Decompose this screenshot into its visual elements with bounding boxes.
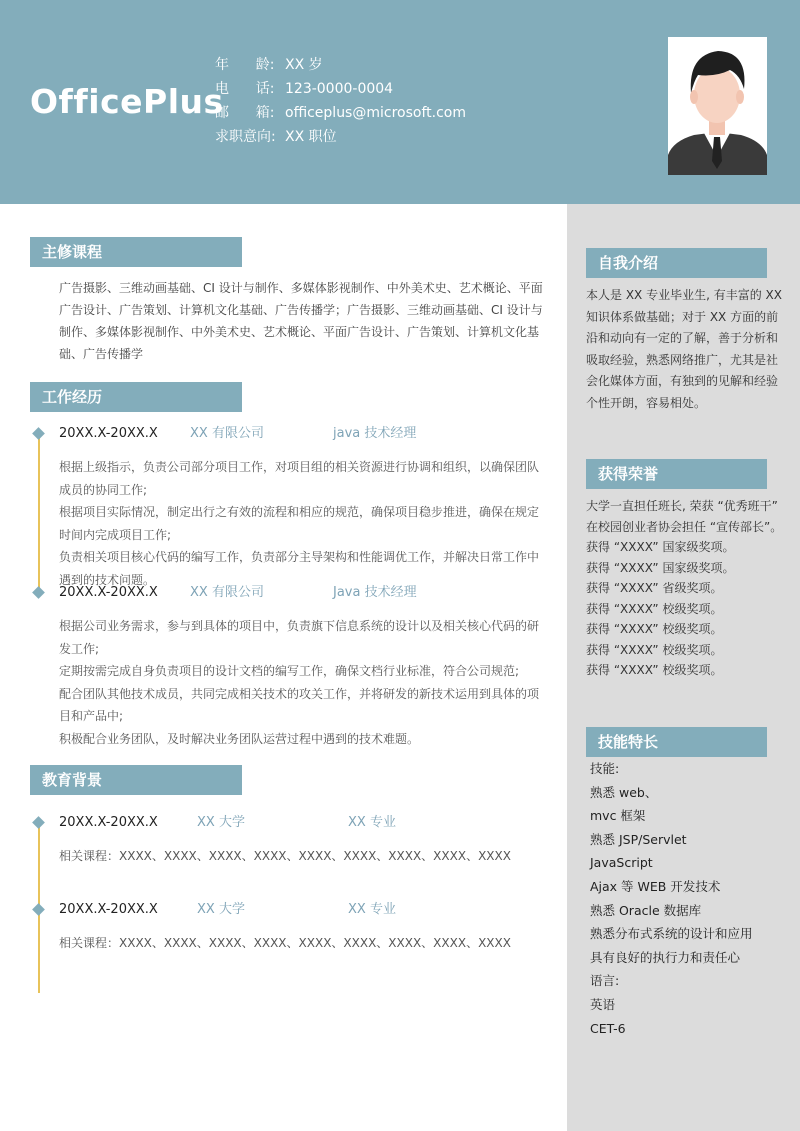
- job-description: [59, 456, 547, 591]
- skill-line: 语言:: [590, 973, 620, 989]
- timeline-diamond-icon: [32, 816, 45, 829]
- job-desc-line: 根据上级指示，负责公司部分项目工作，对项目组的相关资源进行协调和组织，以确保团队: [59, 460, 540, 474]
- skill-line: Ajax 等 WEB 开发技术: [590, 878, 721, 894]
- edu-school: XX 大学: [197, 902, 245, 917]
- skill-line: 熟悉 web、: [590, 784, 658, 800]
- contact-age: [215, 54, 323, 74]
- job-desc-line: 积极配合业务团队，及时解决业务团队运营过程中遇到的技术难题。: [59, 731, 420, 746]
- avatar: [668, 37, 767, 175]
- job-company: XX 有限公司: [190, 585, 264, 600]
- timeline-line: [38, 434, 40, 596]
- honors-text: [586, 496, 791, 681]
- honor-line: 大学一直担任班长, 荣获 “优秀班干”: [586, 499, 778, 513]
- edu-date: 20XX.X-20XX.X: [59, 815, 158, 830]
- skill-line: 熟悉 Oracle 数据库: [590, 902, 702, 918]
- job-desc-line: 根据项目实际情况，制定出行之有效的流程和相应的规范，确保项目稳步推进，确保在规定: [59, 505, 540, 519]
- honor-line: 获得 “XXXX” 国家级奖项。: [586, 540, 735, 554]
- job-desc-line: 时间内完成项目工作;: [59, 527, 172, 542]
- contact-phone: [215, 78, 393, 98]
- job-description: [59, 615, 547, 750]
- timeline-diamond-icon: [32, 427, 45, 440]
- intro-line: 沿和动向有一定的了解，善于分析和: [586, 331, 779, 346]
- edu-courses: 相关课程：XXXX、XXXX、XXXX、XXXX、XXXX、XXXX、XXXX、XXXX、XXXX: [59, 849, 511, 863]
- edu-date: 20XX.X-20XX.X: [59, 902, 158, 917]
- edu-header: [59, 900, 549, 920]
- honor-line: 获得 “XXXX” 国家级奖项。: [586, 560, 735, 575]
- job-desc-line: 遇到的技术问题。: [59, 572, 156, 587]
- contact-objective: [215, 126, 337, 146]
- intro-line: 知识体系做基础；对于 XX 方面的前: [586, 309, 779, 324]
- courses-line: 广告设计、广告策划、计算机文化基础、广告传播学；广告摄影、三维动画基础、CI 设计与: [59, 303, 543, 317]
- job-desc-line: 目和产品中;: [59, 709, 124, 723]
- skill-line: mvc 框架: [590, 808, 646, 824]
- courses-line: 础、广告传播学: [59, 347, 144, 361]
- edu-courses: 相关课程：XXXX、XXXX、XXXX、XXXX、XXXX、XXXX、XXXX、XXXX、XXXX: [59, 936, 511, 950]
- section-title-skills: 技能特长: [586, 727, 767, 757]
- section-title-work: 工作经历: [30, 382, 242, 412]
- edu-school: XX 大学: [197, 815, 245, 830]
- skill-line: 具有良好的执行力和责任心: [590, 949, 741, 965]
- honor-line: 获得 “XXXX” 校级奖项。: [586, 663, 723, 677]
- job-role: Java 技术经理: [333, 585, 417, 600]
- intro-line: 会化媒体方面，有独到的见解和经验: [586, 374, 779, 389]
- job-desc-line: 配合团队其他技术成员，共同完成相关技术的攻关工作，并将研发的新技术运用到具体的项: [59, 686, 540, 701]
- intro-text: [586, 285, 791, 415]
- job-desc-line: 定期按需完成自身负责项目的设计文档的编写工作，确保文档行业标准，符合公司规范;: [59, 664, 520, 678]
- job-desc-line: 发工作;: [59, 641, 100, 656]
- skill-line: 英语: [590, 996, 616, 1012]
- skills-list: [590, 757, 753, 1040]
- intro-line: 吸取经验，熟悉网络推广，尤其是社: [586, 352, 779, 367]
- job-role: java 技术经理: [333, 426, 417, 441]
- intro-line: 个性开朗，容易相处。: [586, 395, 707, 410]
- contact-value: XX 职位: [285, 129, 337, 145]
- contact-label: 电 话:: [215, 81, 275, 97]
- contact-label: 年 龄:: [215, 57, 275, 73]
- edu-header: [59, 813, 549, 833]
- section-title-honors: 获得荣誉: [586, 459, 767, 489]
- contact-label: 求职意向:: [215, 129, 276, 145]
- job-header: [59, 583, 549, 603]
- intro-line: 本人是 XX 专业毕业生, 有丰富的 XX: [586, 288, 782, 302]
- section-title-intro: 自我介绍: [586, 248, 767, 278]
- honor-line: 获得 “XXXX” 省级奖项。: [586, 581, 723, 595]
- timeline-diamond-icon: [32, 903, 45, 916]
- timeline-diamond-icon: [32, 586, 45, 599]
- skill-line: 熟悉分布式系统的设计和应用: [590, 926, 753, 942]
- contact-value: officeplus@microsoft.com: [285, 105, 466, 121]
- courses-line: 广告摄影、三维动画基础、CI 设计与制作、多媒体影视制作、中外美术史、艺术概论、平面: [59, 281, 543, 295]
- edu-major: XX 专业: [348, 902, 396, 917]
- avatar-icon: [668, 37, 767, 175]
- skill-line: 技能:: [590, 761, 620, 776]
- resume-name: OfficePlus: [30, 82, 224, 121]
- courses-line: 制作、多媒体影视制作、中外美术史、艺术概论、平面广告设计、广告策划、计算机文化基: [59, 325, 540, 339]
- contact-value: 123-0000-0004: [285, 81, 394, 97]
- skill-line: JavaScript: [590, 855, 653, 871]
- skill-line: 熟悉 JSP/Servlet: [590, 831, 687, 847]
- contact-value: XX 岁: [285, 57, 323, 73]
- section-title-courses: 主修课程: [30, 237, 242, 267]
- honor-line: 获得 “XXXX” 校级奖项。: [586, 622, 723, 636]
- job-desc-line: 根据公司业务需求，参与到具体的项目中，负责旗下信息系统的设计以及相关核心代码的研: [59, 619, 540, 633]
- job-desc-line: 负责相关项目核心代码的编写工作，负责部分主导架构和性能调优工作，并解决日常工作中: [59, 550, 540, 564]
- job-date: 20XX.X-20XX.X: [59, 585, 158, 600]
- honor-line: 在校园创业者协会担任 “宣传部长”。: [586, 519, 783, 534]
- contact-label: 邮 箱:: [215, 105, 275, 121]
- job-desc-line: 成员的协同工作;: [59, 482, 148, 497]
- edu-major: XX 专业: [348, 815, 396, 830]
- job-company: XX 有限公司: [190, 426, 264, 441]
- honor-line: 获得 “XXXX” 校级奖项。: [586, 601, 723, 616]
- contact-email: [215, 102, 466, 122]
- honor-line: 获得 “XXXX” 校级奖项。: [586, 642, 723, 657]
- courses-text: [59, 277, 549, 365]
- section-title-education: 教育背景: [30, 765, 242, 795]
- job-header: [59, 424, 549, 444]
- skill-line: CET-6: [590, 1020, 626, 1036]
- job-date: 20XX.X-20XX.X: [59, 426, 158, 441]
